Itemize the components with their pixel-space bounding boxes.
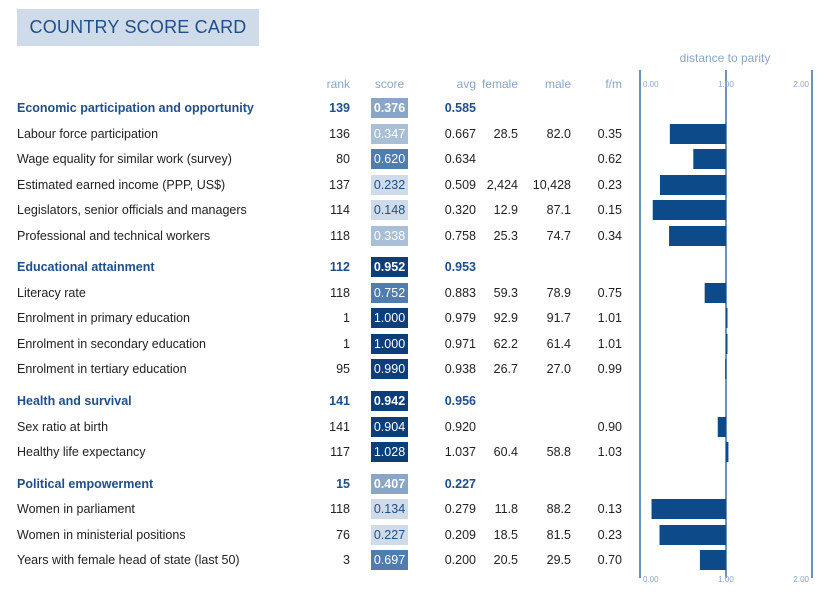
- male-cell: 87.1: [546, 203, 571, 217]
- male-cell: 27.0: [546, 362, 571, 376]
- fm-cell: 0.75: [597, 286, 622, 300]
- rank-cell: 141: [329, 394, 350, 408]
- rank-cell: 118: [330, 229, 350, 243]
- header-fm: f/m: [605, 77, 622, 91]
- fm-cell: 0.15: [597, 203, 622, 217]
- parity-bar: [693, 149, 726, 169]
- tick-label-bottom-two: 2.00: [793, 575, 809, 584]
- score-badge: 0.134: [371, 499, 408, 519]
- page-title: COUNTRY SCORE CARD: [17, 9, 259, 46]
- parity-bar: [652, 499, 726, 519]
- avg-cell: 0.883: [444, 286, 476, 300]
- female-cell: 11.8: [494, 502, 518, 516]
- parity-bar: [705, 283, 726, 303]
- avg-cell: 0.509: [444, 178, 476, 192]
- row-label: Labour force participation: [17, 127, 159, 141]
- fm-cell: 1.03: [597, 445, 622, 459]
- row-label: Wage equality for similar work (survey): [17, 152, 232, 166]
- score-badge: 0.697: [371, 550, 408, 570]
- parity-bar: [725, 359, 727, 379]
- avg-cell: 0.971: [444, 337, 476, 351]
- female-cell: 59.3: [493, 286, 518, 300]
- row-label: Enrolment in secondary education: [17, 337, 207, 351]
- rank-cell: 1: [343, 311, 350, 325]
- male-cell: 81.5: [546, 528, 571, 542]
- rank-cell: 137: [329, 178, 350, 192]
- row-label: Estimated earned income (PPP, US$): [17, 178, 226, 192]
- score-badge: 1.028: [371, 442, 408, 462]
- row-label: Enrolment in primary education: [17, 311, 190, 325]
- score-badge: 0.620: [371, 149, 408, 169]
- score-badge: 1.000: [371, 334, 408, 354]
- chart-title: distance to parity: [679, 51, 771, 65]
- avg-cell: 0.667: [444, 127, 476, 141]
- parity-bar: [660, 175, 726, 195]
- female-cell: 25.3: [493, 229, 518, 243]
- score-badge: 0.347: [371, 124, 408, 144]
- female-cell: 20.5: [493, 553, 518, 567]
- male-cell: 82.0: [546, 127, 571, 141]
- score-badge: 0.232: [371, 175, 408, 195]
- avg-cell: 0.585: [444, 101, 476, 115]
- row-label: Women in parliament: [17, 502, 135, 516]
- female-cell: 60.4: [493, 445, 518, 459]
- fm-cell: 1.01: [597, 337, 622, 351]
- row-label: Enrolment in tertiary education: [17, 362, 187, 376]
- fm-cell: 1.01: [597, 311, 622, 325]
- rank-cell: 118: [330, 502, 350, 516]
- avg-cell: 0.320: [444, 203, 476, 217]
- parity-bar: [660, 525, 726, 545]
- score-badge: 0.990: [371, 359, 408, 379]
- avg-cell: 0.956: [444, 394, 476, 408]
- fm-cell: 0.62: [597, 152, 622, 166]
- avg-cell: 0.634: [444, 152, 476, 166]
- tick-label-top-one: 1.00: [718, 80, 734, 89]
- score-badge: 0.338: [371, 226, 408, 246]
- tick-label-bottom-zero: 0.00: [643, 575, 659, 584]
- header-male: male: [544, 77, 571, 91]
- rank-cell: 1: [343, 337, 350, 351]
- avg-cell: 1.037: [444, 445, 476, 459]
- fm-cell: 0.99: [597, 362, 622, 376]
- fm-cell: 0.13: [597, 502, 622, 516]
- row-label: Sex ratio at birth: [17, 420, 109, 434]
- male-cell: 58.8: [546, 445, 571, 459]
- header-avg: avg: [456, 77, 476, 91]
- male-cell: 10,428: [532, 178, 571, 192]
- row-label: Health and survival: [17, 394, 132, 408]
- rank-cell: 112: [329, 260, 350, 274]
- tick-label-top-two: 2.00: [793, 80, 809, 89]
- rank-cell: 139: [329, 101, 350, 115]
- fm-cell: 0.70: [597, 553, 622, 567]
- male-cell: 61.4: [546, 337, 571, 351]
- rank-cell: 95: [336, 362, 350, 376]
- score-badge: 0.952: [371, 257, 408, 277]
- avg-cell: 0.227: [444, 477, 476, 491]
- score-badge: 0.942: [371, 391, 408, 411]
- row-label: Professional and technical workers: [17, 229, 211, 243]
- parity-bar: [726, 442, 728, 462]
- female-cell: 92.9: [493, 311, 518, 325]
- female-cell: 28.5: [493, 127, 518, 141]
- parity-bar: [670, 124, 726, 144]
- avg-cell: 0.758: [444, 229, 476, 243]
- avg-cell: 0.920: [444, 420, 476, 434]
- avg-cell: 0.209: [444, 528, 476, 542]
- tick-label-bottom-one: 1.00: [718, 575, 734, 584]
- fm-cell: 0.23: [597, 178, 622, 192]
- score-badge: 0.752: [371, 283, 408, 303]
- female-cell: 62.2: [493, 337, 518, 351]
- rank-cell: 114: [330, 203, 350, 217]
- rank-cell: 3: [343, 553, 350, 567]
- female-cell: 26.7: [493, 362, 518, 376]
- parity-bar: [726, 334, 728, 354]
- rank-cell: 118: [330, 286, 350, 300]
- parity-bar: [718, 417, 726, 437]
- parity-bar: [653, 200, 726, 220]
- avg-cell: 0.953: [444, 260, 476, 274]
- parity-bar: [726, 308, 728, 328]
- fm-cell: 0.90: [597, 420, 622, 434]
- score-badge: 0.376: [371, 98, 408, 118]
- row-label: Literacy rate: [17, 286, 86, 300]
- score-badge: 0.227: [371, 525, 408, 545]
- avg-cell: 0.938: [444, 362, 476, 376]
- fm-cell: 0.23: [597, 528, 622, 542]
- rank-cell: 141: [329, 420, 350, 434]
- score-badge: 0.407: [371, 474, 408, 494]
- rank-cell: 80: [336, 152, 350, 166]
- female-cell: 12.9: [493, 203, 518, 217]
- row-label: Political empowerment: [17, 477, 154, 491]
- tick-label-top-zero: 0.00: [643, 80, 659, 89]
- female-cell: 18.5: [493, 528, 518, 542]
- parity-bar: [669, 226, 726, 246]
- fm-cell: 0.34: [597, 229, 622, 243]
- male-cell: 29.5: [546, 553, 571, 567]
- male-cell: 88.2: [546, 502, 571, 516]
- rank-cell: 117: [330, 445, 350, 459]
- header-rank: rank: [326, 77, 350, 91]
- row-label: Women in ministerial positions: [17, 528, 186, 542]
- male-cell: 78.9: [546, 286, 571, 300]
- score-badge: 0.148: [371, 200, 408, 220]
- row-label: Educational attainment: [17, 260, 155, 274]
- female-cell: 2,424: [486, 178, 518, 192]
- header-female: female: [481, 77, 518, 91]
- male-cell: 74.7: [546, 229, 571, 243]
- row-label: Economic participation and opportunity: [17, 101, 254, 115]
- male-cell: 91.7: [546, 311, 571, 325]
- avg-cell: 0.200: [444, 553, 476, 567]
- row-label: Legislators, senior officials and managers: [17, 203, 247, 217]
- rank-cell: 76: [336, 528, 350, 542]
- score-badge: 1.000: [371, 308, 408, 328]
- parity-bar: [700, 550, 726, 570]
- row-label: Years with female head of state (last 50): [17, 553, 240, 567]
- rank-cell: 15: [336, 477, 350, 491]
- avg-cell: 0.279: [444, 502, 476, 516]
- row-label: Healthy life expectancy: [17, 445, 146, 459]
- header-score: score: [374, 77, 405, 91]
- rank-cell: 136: [329, 127, 350, 141]
- fm-cell: 0.35: [597, 127, 622, 141]
- score-badge: 0.904: [371, 417, 408, 437]
- avg-cell: 0.979: [444, 311, 476, 325]
